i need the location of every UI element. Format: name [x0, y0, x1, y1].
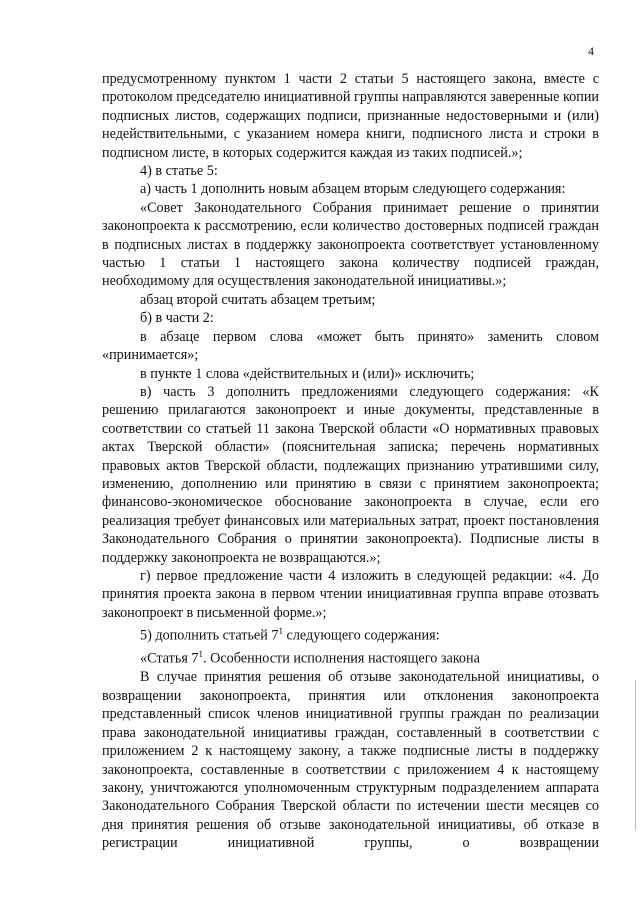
- paragraph-11-tail: следующего содержания:: [282, 627, 440, 644]
- paragraph-4: «Совет Законодательного Собрания принимает решение о принятии законопроекта к рассмотрению, если количество достоверных подписей граждан в подписных листах в поддержку законопроекта соответствует установленному частью 1 статьи 1 настоящего закона количеству подписей граждан, необходимому для осуществления законодательной инициативы.»;: [102, 199, 599, 290]
- paragraph-11-text: 5) дополнить статьей 7: [140, 627, 279, 644]
- paragraph-12-text: «Статья 7: [140, 651, 199, 668]
- paragraph-12-sup: 1: [198, 649, 204, 660]
- paragraph-10: г) первое предложение части 4 изложить в следующей редакции: «4. До принятия проекта закона в первом чтении инициативная группа вправе отозвать законопроект в письменной форме.»;: [102, 567, 599, 621]
- paragraph-8: в пункте 1 слова «действительных и (или)» исключить;: [140, 365, 475, 382]
- paragraph-11: [102, 622, 599, 645]
- scan-edge-mark: [635, 680, 636, 830]
- paragraph-12: [102, 645, 599, 668]
- document-body: [102, 70, 599, 853]
- paragraph-5: абзац второй считать абзацем третьим;: [140, 291, 376, 308]
- paragraph-2: 4) в статье 5:: [140, 163, 218, 180]
- paragraph-9: в) часть 3 дополнить предложениями следующего содержания: «К решению прилагаются законопроект и иные документы, представленные в соответствии со статьей 11 закона Тверской области «О нормативных правовых актах Тверской области» (пояснительная записка; перечень нормативных правовых актов Тверской области, подлежащих признанию утратившими силу, изменению, дополнению или принятию в связи с принятием законопроекта; финансово-экономическое обоснование законопроекта в случае, если его реализация требует финансовых или материальных затрат, проект постановления Законодательного Собрания о принятии законопроекта). Подписные листы в поддержку законопроекта не возвращаются.»;: [102, 383, 599, 566]
- paragraph-6: б) в части 2:: [140, 310, 214, 327]
- paragraph-13: В случае принятия решения об отзыве законодательной инициативы, о возвращении законопроекта, принятия или отклонения законопроекта представленный список членов инициативной группы граждан по реализации права законодательной инициативы граждан, составленный в соответствии с приложением 2 к настоящему закону, а также подписные листы в поддержку законопроекта, составленные в соответствии с приложением 4 к настоящему закону, уничтожаются уполномоченным структурным подразделением аппарата Законодательного Собрания Тверской области по истечении шести месяцев со дня принятия решения об отзыве законодательной инициативы, об отказе в регистрации инициативной группы, о возвращении: [102, 669, 599, 852]
- paragraph-3: а) часть 1 дополнить новым абзацем вторым следующего содержания:: [140, 181, 566, 198]
- paragraph-1: предусмотренному пунктом 1 части 2 статьи 5 настоящего закона, вместе с протоколом председателю инициативной группы направляются заверенные копии подписных листов, содержащих подписи, признанные недостоверными и (или) недействительными, с указанием номера книги, подписного листа и строки в подписном листе, в которых содержится каждая из таких подписей.»;: [102, 71, 599, 161]
- paragraph-11-sup: 1: [278, 626, 283, 637]
- page-number: 4: [588, 44, 594, 58]
- paragraph-7: в абзаце первом слова «может быть принято» заменить словом «принимается»;: [102, 328, 599, 364]
- paragraph-12-tail: . Особенности исполнения настоящего закона: [203, 651, 480, 668]
